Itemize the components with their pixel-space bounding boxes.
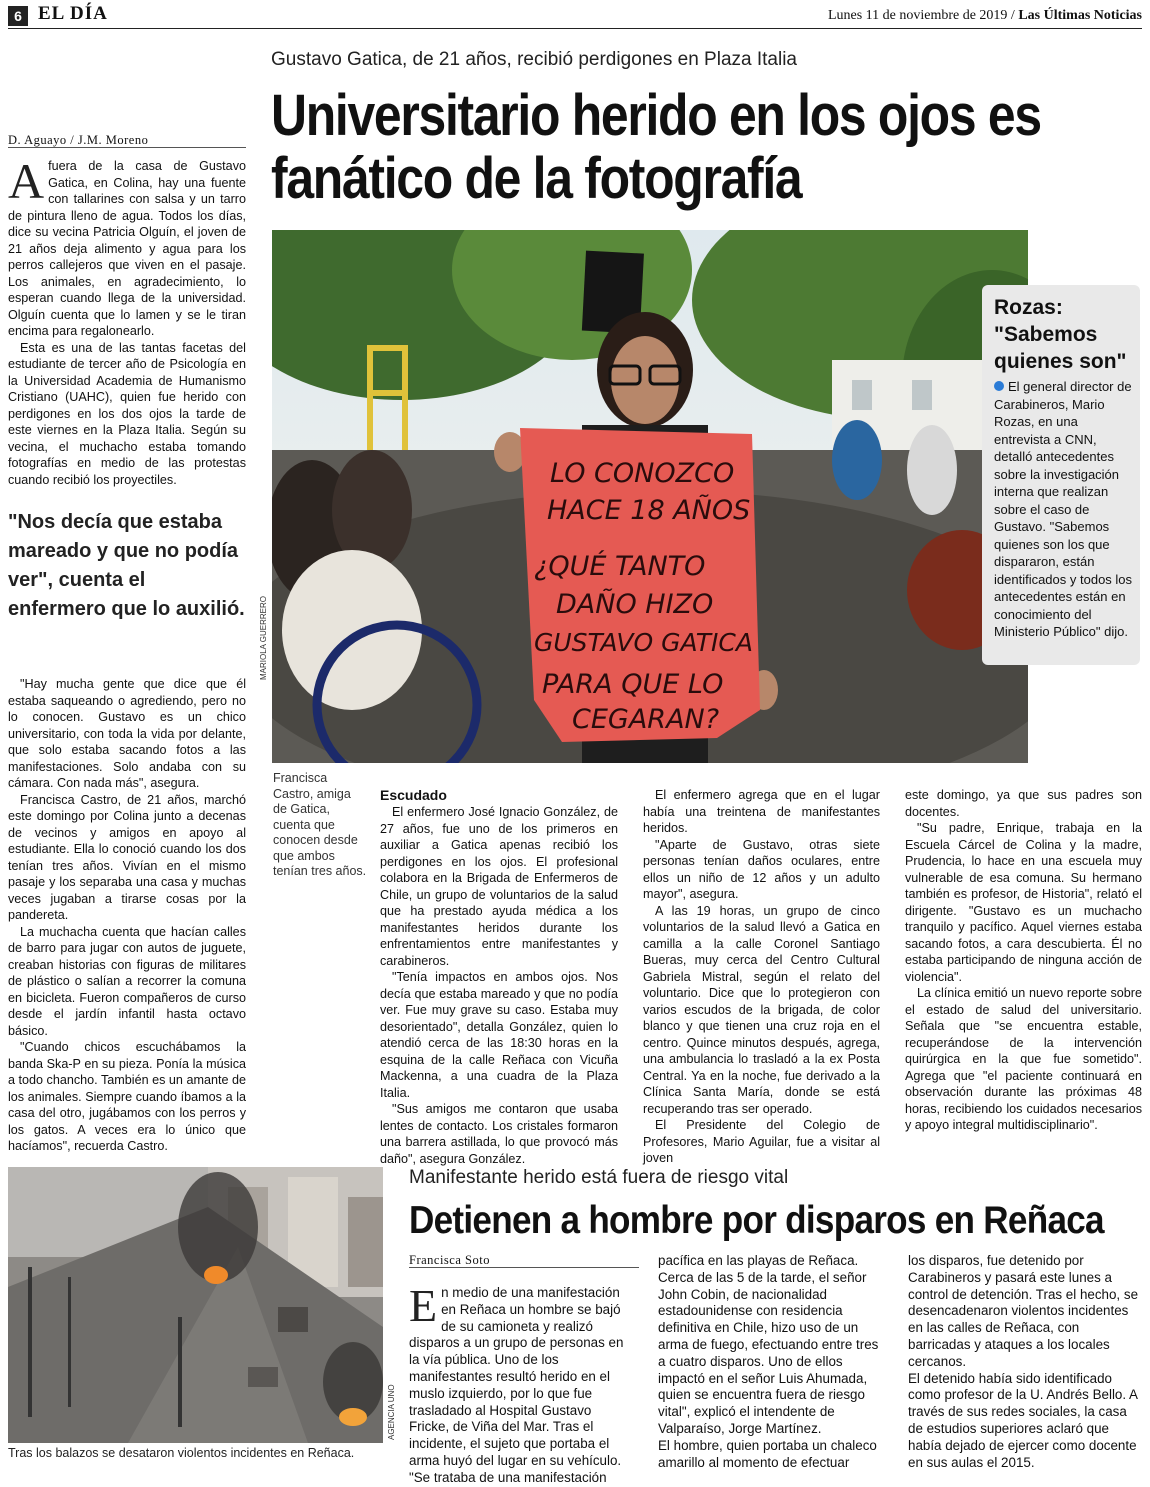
sidebar-title: Rozas: "Sabemos quienes son" (994, 296, 1127, 373)
date: Lunes 11 de noviembre de 2019 / (827, 8, 1015, 23)
column-4 (905, 787, 1142, 1134)
main-photo-credit: MARIOLA GUERRERO (259, 595, 268, 680)
sign-line: HACE 18 AÑOS (547, 495, 751, 526)
drop-cap: A (8, 153, 45, 209)
sign-line: PARA QUE LO (542, 669, 724, 700)
paragraph: El hombre, quien portaba un chaleco amarillo al momento de efectuar (658, 1437, 877, 1470)
byline-rule (409, 1267, 639, 1268)
second-column-2 (658, 1253, 883, 1471)
paragraph: El enfermero José Ignacio González, de 27 años, fue uno de los primeros en auxiliar a Gatica apenas recibió los perdigones en los ojos. El profesional colabora en la Brigada de Enfermeros de Chile, un grupo de voluntarios de la salud que ha prestado ayuda médica a los manifestantes heridos durante los enfrentamientos entre manifestantes y carabineros. (380, 805, 618, 968)
paragraph: "Hay mucha gente que dice que él estaba saqueando o agrediendo, pero no lo conocen. Gustavo es un chico universitario, con toda la vida por delante, que solo estaba sacando fotos a las manifestaciones. Solo andaba con su cámara. Con nada más", asegura. (8, 677, 246, 790)
paragraph: fuera de la casa de Gustavo Gatica, en Colina, hay una fuente con tallarines con salsa y un tarro de pintura lleno de agua. Todos los días, dice su vecina Patricia Olguín, el joven de 21 años deja alimento y agua para los perros callejeros que viven en el pasaje. Los animales, en agradecimiento, lo esperan cuando llega de la universidad. Olguín cuenta que lo lamen y se le tiran encima para regalonearlo. (8, 159, 246, 338)
protest-photo-illustration (272, 230, 1028, 763)
pull-quote: "Nos decía que estaba mareado y que no podía ver", cuenta el enfermero que lo auxilió. (8, 511, 245, 620)
bullet-dot-icon (994, 381, 1004, 391)
paragraph: La muchacha cuenta que hacían calles de barro para jugar con autos de juguete, creaban historias con figuras de militares de plástico o salían a recorrer la comuna en bicicleta. Fueron compañeros de curso desde el jardín infantil hasta octavo básico. (8, 924, 246, 1038)
subhead: Escudado (380, 787, 447, 803)
paragraph: los disparos, fue detenido por Carabineros y pasará este lunes a control de detención. Tras el hecho, se desencadenaron violentos incidentes en las calles de Reñaca, con barricadas y ataques a los locales cercanos. (908, 1253, 1139, 1369)
renaca-photo (8, 1167, 383, 1443)
second-column-3 (908, 1253, 1138, 1471)
second-headline: Detienen a hombre por disparos en Reñaca (409, 1199, 1104, 1242)
paragraph: "Su padre, Enrique, trabaja en la Escuela Cárcel de Colina y la madre, Prudencia, lo hace en una escuela muy vulnerable de esa comuna. Su hermano también es profesor, de Historia", relató el dirigente. "Gustavo es un muchacho tranquilo y pacífico. Aquel viernes estaba sacando fotos, a cara descubierta. Él no estaba participando de ninguna acción de violencia". (905, 821, 1142, 984)
page-number: 6 (8, 6, 28, 26)
paragraph: El detenido había sido identificado como profesor de la U. Andrés Bello. A través de sus redes sociales, la casa de estudios superiores aclaró que había dejado de ejercer como docente en sus aulas el 2015. (908, 1370, 1138, 1470)
sign-line: LO CONOZCO (550, 458, 735, 489)
main-photo-caption: Francisca Castro, amiga de Gatica, cuenta que conocen desde que ambos tenían tres años. (273, 771, 367, 878)
main-headline: Universitario herido en los ojos es fanático de la fotografía (271, 83, 1041, 211)
drop-cap: E (409, 1280, 438, 1331)
column-1-bottom (8, 676, 246, 1155)
paragraph: "Sus amigos me contaron que usaba lentes de contacto. Los cristales formaron una barrera astillada, lo que provocó más daño", asegura González. (380, 1102, 618, 1166)
renaca-photo-credit: AGENCIA UNO (387, 1384, 396, 1440)
renaca-photo-caption: Tras los balazos se desataron violentos incidentes en Reñaca. (8, 1446, 355, 1460)
paragraph: Francisca Castro, de 21 años, marchó este domingo por Colina junto a decenas de vecinos y amigos en apoyo al estudiante. Ella lo conoció cuando los dos tenían tres años. Vivían en el mismo pasaje y los separaba una casa y muchas veces jugaban a tirarse cosas por la pandereta. (8, 792, 246, 922)
byline-rule (8, 147, 246, 148)
paragraph: este domingo, ya que sus padres son docentes. (905, 788, 1142, 819)
paragraph: A las 19 horas, un grupo de cinco voluntarios de la salud llevó a Gatica en camilla a la calle Coronel Santiago Bueras, muy cerca del Centro Cultural Gabriela Mistral, según el relato del voluntario. Dice que lo protegieron con varios escudos de la brigada, de color blanco y que tienen una cruz roja en el centro. Quince minutos después, agrega, una ambulancia lo trasladó a la ex Posta Central. Ya en la noche, fue derivado a la Clínica Santa María, donde se está recuperando tras ser operado. (643, 903, 880, 1116)
paragraph: El Presidente del Colegio de Profesores, Mario Aguilar, fue a visitar al joven (643, 1118, 880, 1165)
paragraph: "Cuando chicos escuchábamos la banda Ska-P en su pieza. Ponía la música a todo chancho. También es un amante de los animales. Siempre cuando íbamos a la casa del otro, jugábamos con los perros y los gatos. A veces era lo único que hacíamos", recuerda Castro. (8, 1040, 246, 1153)
street-riot-photo-illustration (8, 1167, 383, 1443)
dateline (828, 8, 1142, 24)
header-rule (8, 28, 1142, 29)
paragraph: El enfermero agrega que en el lugar había una treintena de manifestantes heridos. (643, 788, 880, 835)
sidebar-text: El general director de Carabineros, Mario Rozas, en una entrevista a CNN, detalló antecedentes sobre la investigación interna que realizan sobre el caso de Gustavo. "Sabemos quienes son los que dispararon, están identificados y todos los antecedentes están en conocimiento del Ministerio Público" dijo. (994, 379, 1133, 639)
paragraph: "Aparte de Gustavo, otras siete personas tenían daños oculares, entre ellos un niño de 12 años y un adulto mayor", asegura. (643, 837, 880, 901)
column-3 (643, 787, 880, 1167)
section-title: EL DÍA (38, 3, 108, 24)
paragraph: La clínica emitió un nuevo reporte sobre el estado de salud del universitario. Señala que "se encuentra estable, recuperándose de la intervención quirúrgica en la que fue sometido". Agrega que "el paciente continuará en observación durante las próximas 48 horas, recibiendo los cuidados necesarios y apoyo integral multidisciplinario". (905, 986, 1142, 1132)
paragraph: pacífica en las playas de Reñaca. Cerca de las 5 de la tarde, el señor John Cobin, de nacionalidad estadounidense con residencia definitiva en Chile, hizo uso de un arma de fuego, efectuando entre tres a cuatro disparos. Uno de ellos impactó en el señor Luis Ahumada, quien se encuentra fuera de riesgo vital", explicó el intendente de Valparaíso, Jorge Martínez. (658, 1253, 879, 1436)
main-byline: D. Aguayo / J.M. Moreno (8, 133, 149, 147)
paragraph: Esta es una de las tantas facetas del estudiante de tercer año de Psicología en la Universidad Academia de Humanismo Cristiano (UAHC), quien fue herido con perdigones en los dos ojos la tarde de este viernes en la Plaza Italia. Según su vecina, el muchacho estaba tomando fotografías en medio de las protestas cuando recibió los proyectiles. (8, 340, 246, 487)
newspaper-name: Las Últimas Noticias (1018, 8, 1142, 23)
sign-line: DAÑO HIZO (556, 589, 714, 620)
main-kicker: Gustavo Gatica, de 21 años, recibió perdigones en Plaza Italia (271, 49, 797, 70)
sign-line: GUSTAVO GATICA (534, 628, 753, 657)
main-photo (272, 230, 1028, 763)
sidebar-text-block (994, 378, 1134, 641)
second-kicker: Manifestante herido está fuera de riesgo vital (409, 1167, 789, 1188)
paragraph: n medio de una manifestación en Reñaca un hombre se bajó de su camioneta y realizó disparos a un grupo de personas en la vía pública. Uno de los manifestantes resultó herido en el muslo izquierdo, por lo que fue trasladado al Hospital Gustavo Fricke, de Viña del Mar. Tras el incidente, el sujeto que portaba el arma huyó del lugar en su vehículo. "Se trataba de una manifestación (409, 1285, 624, 1485)
second-byline: Francisca Soto (409, 1253, 490, 1267)
sign-line: CEGARAN? (572, 704, 720, 735)
sign-line: ¿QUÉ TANTO (534, 551, 706, 582)
paragraph: "Tenía impactos en ambos ojos. Nos decía que estaba mareado y que no podía ver. Fue muy grave su caso. Estaba muy desorientado", detalla González, quien lo atendió cerca de las 18:30 horas en la esquina de la calle Reñaca con Vicuña Mackenna, a una cuadra de la Plaza Italia. (380, 970, 618, 1100)
second-column-1 (409, 1280, 631, 1487)
column-1-top (8, 153, 246, 488)
column-2 (380, 787, 618, 1167)
